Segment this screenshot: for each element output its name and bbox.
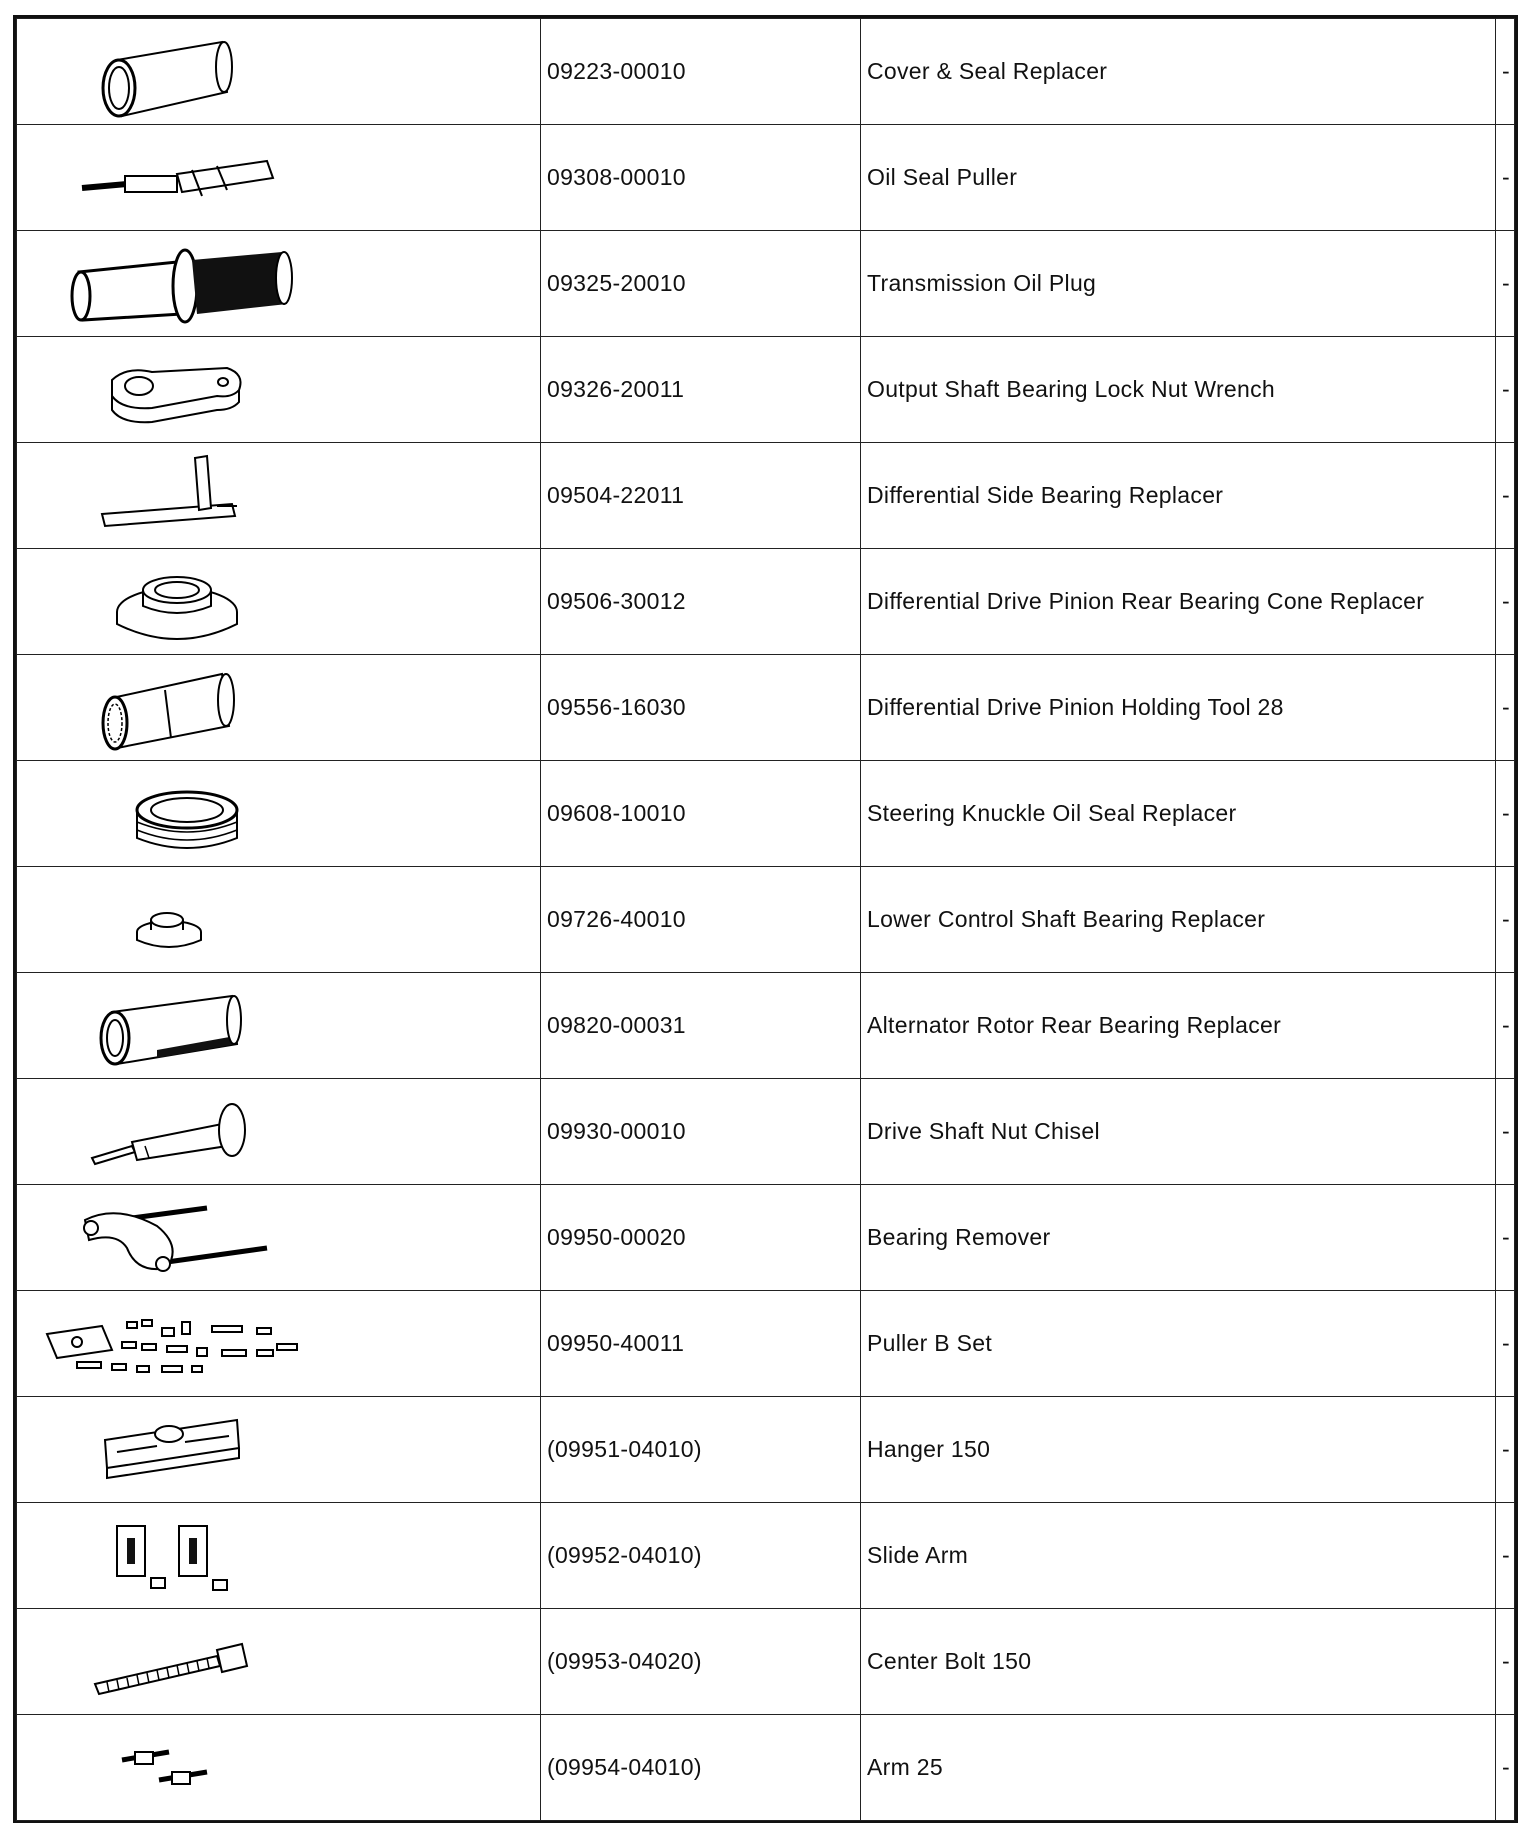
remark: -: [1496, 761, 1515, 867]
tool-name: Center Bolt 150: [861, 1609, 1496, 1715]
arm-icon: [17, 1716, 540, 1820]
tool-name: Bearing Remover: [861, 1185, 1496, 1291]
tool-name: Cover & Seal Replacer: [861, 19, 1496, 125]
table-row: [17, 761, 1515, 867]
part-number: (09953-04020): [541, 1609, 861, 1715]
remark: -: [1496, 1715, 1515, 1821]
remark: -: [1496, 1291, 1515, 1397]
table-row: [17, 549, 1515, 655]
remark: -: [1496, 973, 1515, 1079]
hanger-icon: [17, 1398, 540, 1502]
nut-chisel-icon: [17, 1080, 540, 1184]
tool-name: Hanger 150: [861, 1397, 1496, 1503]
table-row: [17, 1503, 1515, 1609]
remark: -: [1496, 1397, 1515, 1503]
tool-illustration-cell: [17, 549, 541, 655]
part-number: (09954-04010): [541, 1715, 861, 1821]
tool-illustration-cell: [17, 19, 541, 125]
remark: -: [1496, 19, 1515, 125]
table-row: [17, 337, 1515, 443]
tool-name: Differential Side Bearing Replacer: [861, 443, 1496, 549]
part-number: 09726-40010: [541, 867, 861, 973]
special-service-tools-table: [16, 18, 1515, 1821]
tool-illustration-cell: [17, 1185, 541, 1291]
tool-illustration-cell: [17, 337, 541, 443]
remark: -: [1496, 125, 1515, 231]
transmission-oil-plug-icon: [17, 232, 540, 336]
tool-name: Steering Knuckle Oil Seal Replacer: [861, 761, 1496, 867]
table-row: [17, 19, 1515, 125]
part-number: 09504-22011: [541, 443, 861, 549]
knuckle-oil-seal-replacer-icon: [17, 762, 540, 866]
tool-illustration-cell: [17, 1609, 541, 1715]
lock-nut-wrench-icon: [17, 338, 540, 442]
cover-seal-replacer-icon: [17, 20, 540, 124]
table-row: [17, 231, 1515, 337]
tool-name: Differential Drive Pinion Holding Tool 28: [861, 655, 1496, 761]
tool-illustration-cell: [17, 1291, 541, 1397]
tool-illustration-cell: [17, 1079, 541, 1185]
tool-name: Puller B Set: [861, 1291, 1496, 1397]
tool-name: Lower Control Shaft Bearing Replacer: [861, 867, 1496, 973]
part-number: 09950-40011: [541, 1291, 861, 1397]
tool-illustration-cell: [17, 1715, 541, 1821]
bearing-cone-replacer-icon: [17, 550, 540, 654]
oil-seal-puller-icon: [17, 126, 540, 230]
remark: -: [1496, 1185, 1515, 1291]
part-number: (09952-04010): [541, 1503, 861, 1609]
remark: -: [1496, 1609, 1515, 1715]
bearing-remover-icon: [17, 1186, 540, 1290]
tool-name: Differential Drive Pinion Rear Bearing Cone Replacer: [861, 549, 1496, 655]
part-number: 09223-00010: [541, 19, 861, 125]
table-row: [17, 973, 1515, 1079]
side-bearing-replacer-icon: [17, 444, 540, 548]
tool-illustration-cell: [17, 443, 541, 549]
part-number: (09951-04010): [541, 1397, 861, 1503]
remark: -: [1496, 1503, 1515, 1609]
table-row: [17, 1397, 1515, 1503]
control-shaft-bearing-replacer-icon: [17, 868, 540, 972]
part-number: 09930-00010: [541, 1079, 861, 1185]
part-number: 09326-20011: [541, 337, 861, 443]
tool-illustration-cell: [17, 125, 541, 231]
part-number: 09506-30012: [541, 549, 861, 655]
tool-name: Slide Arm: [861, 1503, 1496, 1609]
table-row: [17, 655, 1515, 761]
tool-illustration-cell: [17, 1397, 541, 1503]
table-row: [17, 1291, 1515, 1397]
puller-set-icon: [17, 1292, 540, 1396]
tool-illustration-cell: [17, 655, 541, 761]
tool-illustration-cell: [17, 761, 541, 867]
table-row: [17, 1185, 1515, 1291]
tool-name: Transmission Oil Plug: [861, 231, 1496, 337]
alternator-bearing-replacer-icon: [17, 974, 540, 1078]
tool-illustration-cell: [17, 973, 541, 1079]
remark: -: [1496, 867, 1515, 973]
tool-illustration-cell: [17, 867, 541, 973]
table-row: [17, 443, 1515, 549]
table-row: [17, 1609, 1515, 1715]
remark: -: [1496, 549, 1515, 655]
tool-name: Drive Shaft Nut Chisel: [861, 1079, 1496, 1185]
tool-name: Alternator Rotor Rear Bearing Replacer: [861, 973, 1496, 1079]
part-number: 09308-00010: [541, 125, 861, 231]
tool-name: Output Shaft Bearing Lock Nut Wrench: [861, 337, 1496, 443]
tool-illustration-cell: [17, 1503, 541, 1609]
table-row: [17, 867, 1515, 973]
remark: -: [1496, 231, 1515, 337]
part-number: 09556-16030: [541, 655, 861, 761]
tool-name: Arm 25: [861, 1715, 1496, 1821]
tool-list-sheet: [13, 15, 1518, 1823]
remark: -: [1496, 655, 1515, 761]
pinion-holding-tool-icon: [17, 656, 540, 760]
part-number: 09950-00020: [541, 1185, 861, 1291]
part-number: 09325-20010: [541, 231, 861, 337]
table-row: [17, 125, 1515, 231]
table-row: [17, 1715, 1515, 1821]
remark: -: [1496, 443, 1515, 549]
tool-name: Oil Seal Puller: [861, 125, 1496, 231]
tool-illustration-cell: [17, 231, 541, 337]
remark: -: [1496, 1079, 1515, 1185]
remark: -: [1496, 337, 1515, 443]
slide-arm-icon: [17, 1504, 540, 1608]
center-bolt-icon: [17, 1610, 540, 1714]
part-number: 09820-00031: [541, 973, 861, 1079]
part-number: 09608-10010: [541, 761, 861, 867]
table-row: [17, 1079, 1515, 1185]
